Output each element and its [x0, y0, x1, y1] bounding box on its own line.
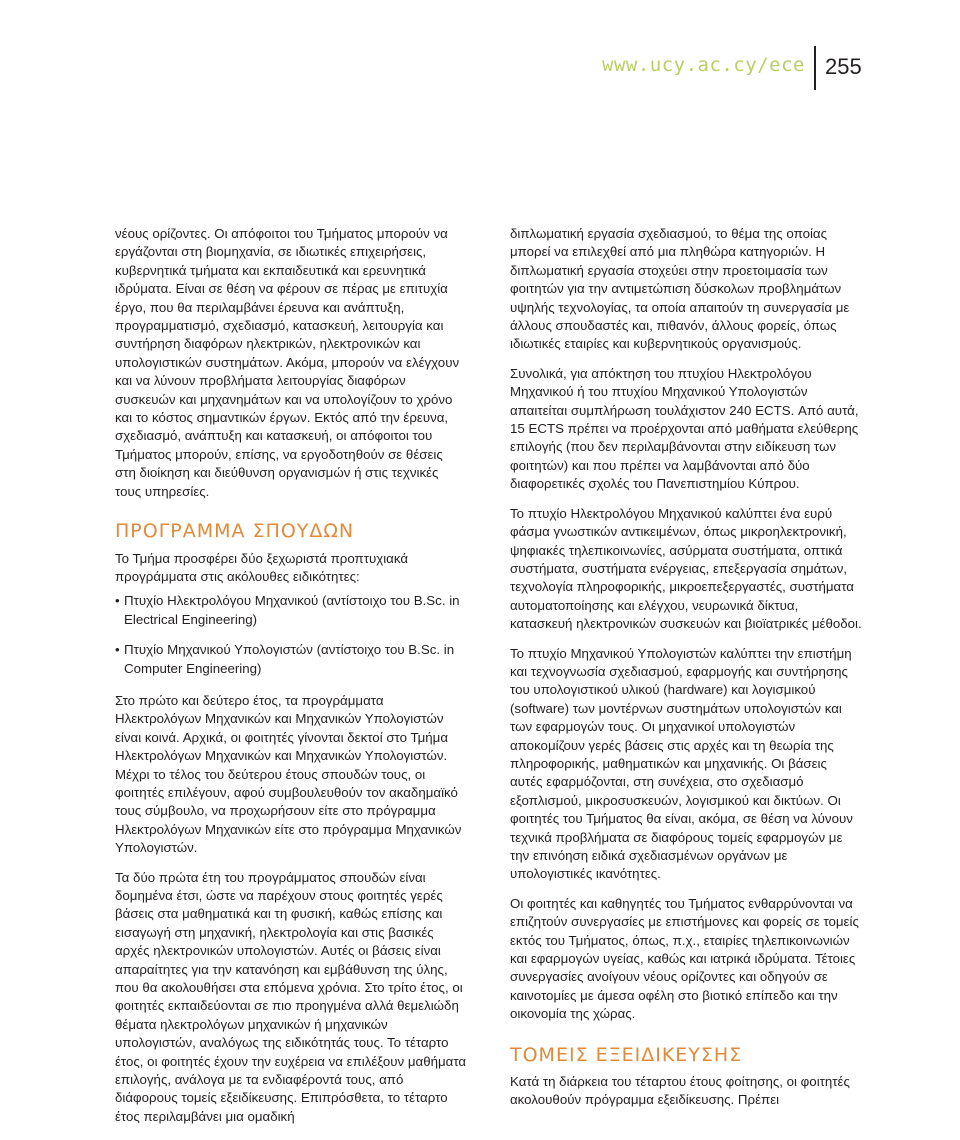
program-item-electrical: • Πτυχίο Ηλεκτρολόγου Μηχανικού (αντίστοιχο του B.Sc. in Electrical Engineering): [115, 592, 467, 629]
paragraph-thesis: διπλωματική εργασία σχεδιασμού, το θέμα της οποίας μπορεί να επιλεχθεί από μια πληθώρα κατηγοριών. Η διπλωματική εργασία στοχεύει στην προετοιμασία των φοιτητών για την αντιμετώπιση δύσκολων προβλημάτων υψηλής τεχνολογίας, τα οποία απαιτούν τη συνεργασία με άλλους σπουδαστές και, πιθανόν, άλλους φορείς, όπως ιδιωτικές εταιρίες και κυβερνητικούς οργανισμούς.: [510, 226, 850, 352]
paragraph-curriculum-structure: Τα δύο πρώτα έτη του προγράμματος σπουδών είναι δομημένα έτσι, ώστε να παρέχουν στους φοιτητές γερές βάσεις στα μαθηματικά και τη φυσική, καθώς επίσης και εισαγωγή στη μηχανική, ηλεκτρολογία και στις βασικές αρχές ηλεκτρονικών υπολογιστών. Αυτές οι βάσεις είναι απαραίτητες για την κατανόηση και εμβάθυνση της ύλης, που θα ακολουθήσει στα επόμενα χρόνια. Στο τρίτο έτος, οι φοιτητές εκπαιδεύονται σε πιο προηγμένα αλλά θεμελιώδη θέματα ηλεκτρολόγων μηχανικών ή μηχανικών υπολογιστών, αναλόγως της ειδικότητάς τους. Το τέταρτο έτος, οι φοιτητές έχουν την ευχέρεια να επιλέξουν μαθήματα επιλογής, ανάλογα με τα ενδιαφέροντά τους, από διάφορους τομείς εξειδίκευσης. Επιπρόσθετα, το τέταρτο έτος περιλαμβάνει μια ομαδική: [115, 869, 467, 1124]
right-column: [510, 225, 862, 1121]
paragraph-specialization: Κατά τη διάρκεια του τέταρτου έτους φοίτησης, οι φοιτητές ακολουθούν πρόγραμμα εξειδίκευσης. Πρέπει: [510, 1074, 850, 1108]
page-header: [0, 0, 960, 100]
left-column: [115, 225, 467, 1137]
site-url[interactable]: www.ucy.ac.cy/ece: [602, 54, 805, 76]
paragraph-ects: Συνολικά, για απόκτηση του πτυχίου Ηλεκτρολόγου Μηχανικού ή του πτυχίου Μηχανικού Υπολογιστών απαιτείται συμπλήρωση τουλάχιστον 240 ECTS. Από αυτά, 15 ECTS πρέπει να προέρχονται από μαθήματα ελεύθερης επιλογής (που δεν περιλαμβάνονται στην ειδίκευση των φοιτητών) και που πρέπει να λαμβάνονται από δύο διαφορετικές σχολές του Πανεπιστημίου Κύπρου.: [510, 365, 859, 492]
header-divider: [814, 46, 816, 90]
paragraph-common-years: Στο πρώτο και δεύτερο έτος, τα προγράμματα Ηλεκτρολόγων Μηχανικών και Μηχανικών Υπολογιστών είναι κοινά. Αρχικά, οι φοιτητές γίνονται δεκτοί στο Τμήμα Ηλεκτρολόγων Μηχανικών και Μηχανικών Υπολογιστών. Μέχρι το τέλος του δεύτερου έτους σπουδών τους, οι φοιτητές επιλέγουν, αφού συμβουλευθούν τον ακαδημαϊκό τους σύμβουλο, να προχωρήσουν είτε στο πρόγραμμα Ηλεκτρολόγων Μηχανικών είτε στο πρόγραμμα Μηχανικών Υπολογιστών.: [115, 692, 462, 856]
paragraph-collaborations: Οι φοιτητές και καθηγητές του Τμήματος ενθαρρύνονται να επιζητούν συνεργασίες με επιστήμονες και φορείς σε τομείς εκτός του Τμήματος, όπως, π.χ., εταιρίες τηλεπικοινωνιών και εφαρμογών υγείας, καθώς και ιατρικά ιδρύματα. Τέτοιες συνεργασίες ανοίγουν νέους ορίζοντες και οδηγούν σε καινοτομίες με άμεσα οφέλη στο βιοτικό επίπεδο και την οικονομία της χώρας.: [510, 895, 859, 1022]
page-number: 255: [825, 54, 862, 79]
program-item-computer: • Πτυχίο Μηχανικού Υπολογιστών (αντίστοιχο του B.Sc. in Computer Engineering): [115, 641, 467, 678]
paragraph-graduates: νέους ορίζοντες. Οι απόφοιτοι του Τμήματος μπορούν να εργάζονται στη βιομηχανία, σε ιδιωτικές επιχειρήσεις, κυβερνητικά τμήματα και εκπαιδευτικά και ερευνητικά ιδρύματα. Είναι σε θέση να φέρουν σε πέρας με επιτυχία έργο, που θα περιλαμβάνει έρευνα και ανάπτυξη, προγραμματισμό, σχεδιασμό, κατασκευή, λειτουργία και συντήρηση διαφόρων ηλεκτρικών, ηλεκτρονικών και υπολογιστικών συστημάτων. Ακόμα, μπορούν να ελέγχουν και να λύνουν προβλήματα λειτουργίας διαφόρων συσκευών και μηχανημάτων και να υπολογίζουν το χρόνο και το κόστος σημαντικών έργων. Εκτός από την έρευνα, σχεδιασμό, ανάπτυξη και κατασκευή, οι απόφοιτοι του Τμήματος μπορούν, επίσης, να εργοδοτηθούν σε θέσεις στη διοίκηση και διεύθυνση οργανισμών ή στις τεχνικές τους υπηρεσίες.: [115, 226, 460, 499]
paragraph-computer-degree: Το πτυχίο Μηχανικού Υπολογιστών καλύπτει την επιστήμη και τεχνογνωσία σχεδιασμού, εφαρμογής και συντήρησης του υπολογιστικού υλικού (hardware) και λογισμικού (software) των μοντέρνων συστημάτων υπολογιστών και των εφαρμογών τους. Οι μηχανικοί υπολογιστών αποκομίζουν γερές βάσεις στις αρχές και τη θεωρία της πληροφορικής, μαθηματικών και μηχανικής. Οι βάσεις αυτές εφαρμόζονται, στη συνέχεια, στο σχεδιασμό εξοπλισμού, μικροσυσκευών, λογισμικού και δικτύων. Οι φοιτητές του Τμήματος θα είναι, ακόμα, σε θέση να λύνουν τεχνικά προβλήματα σε διαφόρους τομείς εφαρμογών με την επινόηση ειδικά σχεδιασμένων οργάνων με υπολογιστικές ικανότητες.: [510, 645, 853, 882]
heading-specialization-areas: ΤΟΜΕΙΣ ΕΞΕΙΔΙΚΕΥΣΗΣ: [510, 1043, 743, 1066]
heading-study-program: ΠΡΟΓΡΑΜΜΑ ΣΠΟΥΔΩΝ: [115, 520, 355, 543]
program-list: [115, 592, 467, 678]
paragraph-program-intro: Το Τμήμα προσφέρει δύο ξεχωριστά προπτυχιακά προγράμματα στις ακόλουθες ειδικότητες:: [115, 550, 409, 584]
paragraph-electrical-degree: Το πτυχίο Ηλεκτρολόγου Μηχανικού καλύπτει ένα ευρύ φάσμα γνωστικών αντικειμένων, όπως μικροηλεκτρονική, ψηφιακές τηλεπικοινωνίες, ασύρματα συστήματα, οπτικά συστήματα, συστήματα ενέργειας, επεξεργασία σημάτων, τεχνολογία πληροφορικής, μικροεπεξεργαστές, συστήματα αυτοματοποίησης και ελέγχου, νευρωνικά δίκτυα, κατασκευή ηλεκτρονικών συσκευών και βιοϊατρικές μέθοδοι.: [510, 505, 862, 632]
